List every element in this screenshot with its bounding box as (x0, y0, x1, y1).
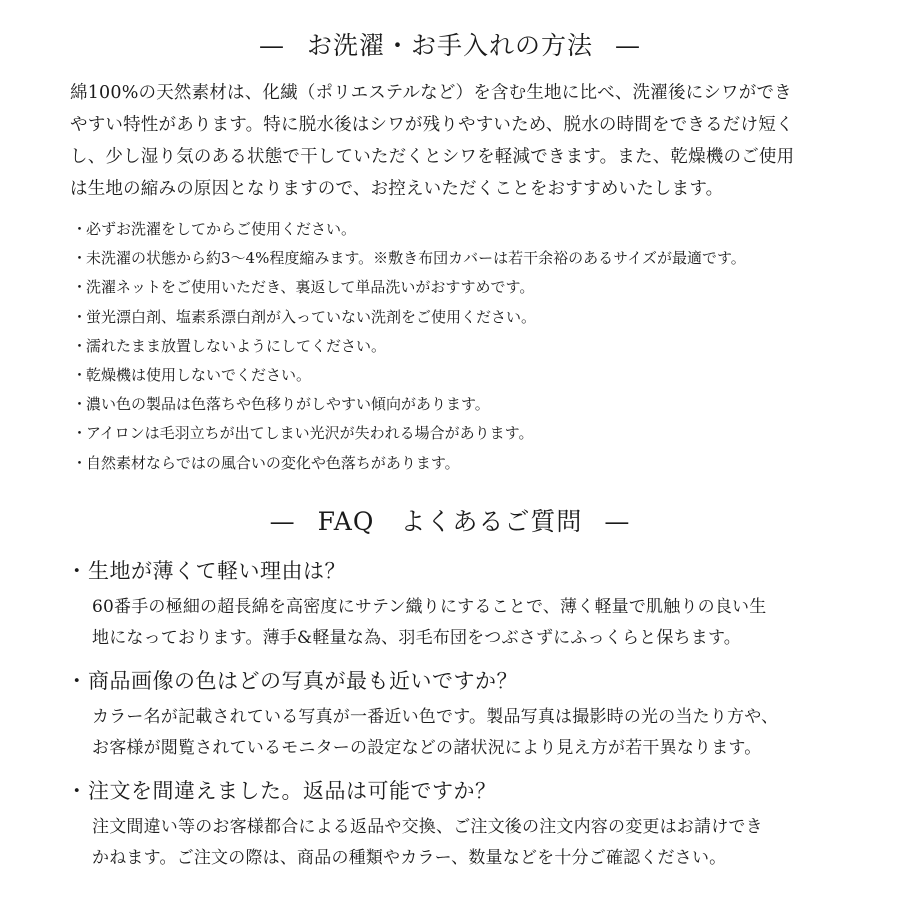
bullet: ・ (66, 559, 88, 583)
faq-item (66, 776, 846, 873)
care-tip-item (72, 244, 746, 273)
faq-answer-line: 地になっております。薄手&軽量な為、羽毛布団をつぶさずにふっくらと保ちます。 (92, 627, 742, 648)
intro-line: やすい特性があります。特に脱水後はシワが残りやすいため、脱水の時間をできるだけ短く (70, 115, 794, 135)
care-section-title: お洗濯・お手入れの方法 (306, 31, 593, 60)
care-tip-text: 未洗濯の状態から約3〜4%程度縮みます。※敷き布団カバーは若干余裕のあるサイズが最適です。 (86, 249, 746, 268)
faq-item (66, 666, 846, 763)
intro-line: は生地の縮みの原因となりますので、お控えいただくことをおすすめいたします。 (70, 179, 724, 199)
intro-line: し、少し湿り気のある状態で干していただくとシワを軽減できます。また、乾燥機のご使用 (70, 147, 795, 167)
care-tip-item (72, 273, 746, 302)
bullet: ・ (72, 424, 88, 443)
care-tip-item (72, 449, 746, 478)
heading-dash-right: — (615, 31, 641, 60)
faq-answer-line: 60番手の極細の超長綿を高密度にサテン織りにすることで、薄く軽量で肌触りの良い生 (92, 597, 767, 617)
faq-item (66, 556, 846, 653)
care-intro-paragraph (70, 77, 840, 205)
care-tips-list (72, 215, 746, 478)
bullet: ・ (72, 366, 88, 385)
faq-answer (92, 812, 846, 873)
faq-answer-line: カラー名が記載されている写真が一番近い色です。製品写真は撮影時の光の当たり方や、 (92, 707, 779, 727)
bullet: ・ (72, 220, 88, 238)
faq-section-heading (0, 502, 900, 538)
care-tip-text: 洗濯ネットをご使用いただき、裏返して単品洗いがおすすめです。 (86, 278, 535, 297)
faq-question (66, 666, 846, 696)
faq-section-title: FAQ よくあるご質問 (317, 507, 583, 536)
faq-question (66, 776, 846, 806)
faq-question-text: 生地が薄くて軽い理由は？ (88, 559, 346, 583)
bullet: ・ (72, 453, 88, 472)
care-tip-text: 蛍光漂白剤、塩素系漂白剤が入っていない洗剤をご使用ください。 (86, 307, 537, 326)
faq-answer-line: かねます。ご注文の際は、商品の種類やカラー、数量などを十分ご確認ください。 (92, 847, 727, 868)
care-tip-item (72, 215, 746, 244)
bullet: ・ (72, 395, 88, 414)
bullet: ・ (66, 669, 88, 693)
faq-answer (92, 702, 846, 763)
care-tip-text: 濡れたまま放置しないようにしてください。 (86, 336, 387, 355)
care-section-heading (0, 26, 900, 62)
care-tip-text: アイロンは毛羽立ちが出てしまい光沢が失われる場合があります。 (86, 424, 534, 443)
heading-dash-left: — (258, 31, 285, 60)
intro-line: 綿100%の天然素材は、化繊（ポリエステルなど）を含む生地に比べ、洗濯後にシワができ (70, 83, 792, 103)
heading-dash-left: — (269, 507, 296, 536)
faq-answer-line: 注文間違い等のお客様都合による返品や交換、ご注文後の注文内容の変更はお請けでき (92, 817, 763, 837)
bullet: ・ (72, 336, 88, 355)
faq-answer-line: お客様が閲覧されているモニターの設定などの諸状況により見え方が若干異なります。 (92, 737, 762, 758)
bullet: ・ (66, 779, 88, 803)
care-tip-item (72, 361, 746, 390)
faq-answer (92, 592, 846, 653)
care-tip-text: 濃い色の製品は色落ちや色移りがしやすい傾向があります。 (86, 395, 490, 414)
bullet: ・ (72, 278, 88, 297)
faq-question-text: 注文を間違えました。返品は可能ですか？ (88, 779, 497, 803)
care-tip-text: 自然素材ならではの風合いの変化や色落ちがあります。 (86, 453, 460, 472)
faq-question-text: 商品画像の色はどの写真が最も近いですか？ (88, 669, 518, 693)
heading-dash-right: — (604, 507, 631, 536)
care-tip-item (72, 303, 746, 332)
bullet: ・ (72, 307, 88, 326)
care-tip-item (72, 332, 746, 361)
bullet: ・ (72, 249, 88, 268)
faq-question (66, 556, 846, 586)
care-tip-item (72, 419, 746, 448)
care-tip-text: 乾燥機は使用しないでください。 (86, 366, 312, 385)
care-tip-text: 必ずお洗濯をしてからご使用ください。 (86, 220, 357, 238)
care-tip-item (72, 390, 746, 419)
